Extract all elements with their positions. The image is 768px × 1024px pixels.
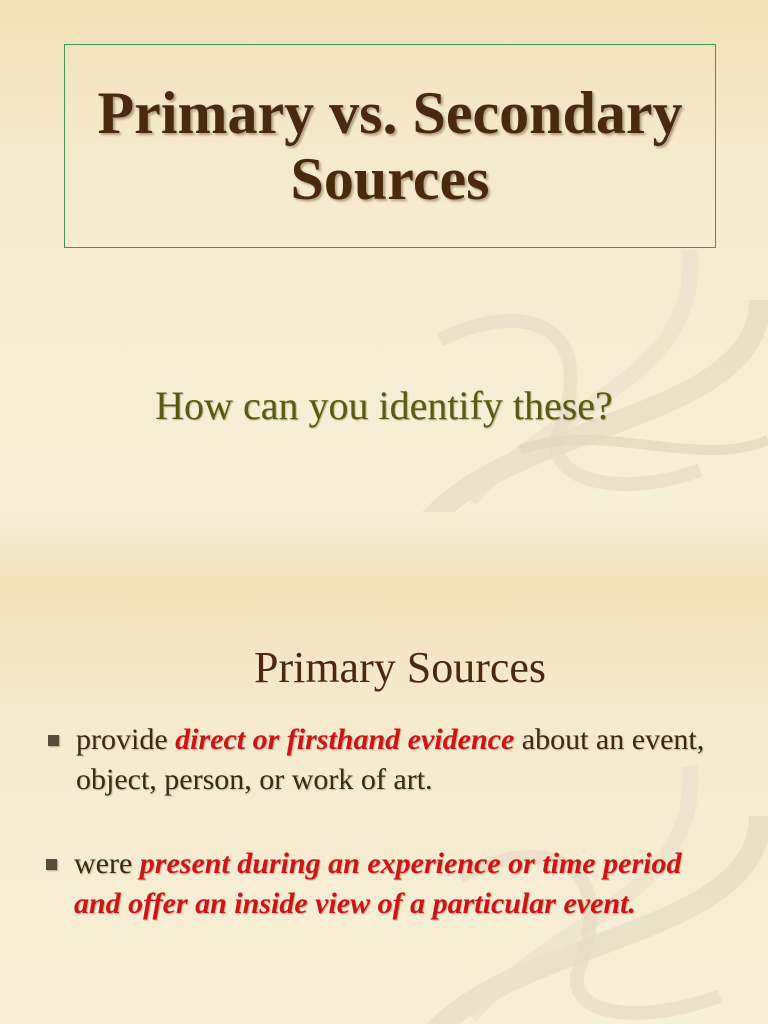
- title-box: [64, 44, 716, 248]
- slide-title: Primary vs. Secondary Sources: [97, 80, 683, 212]
- slide-2: [0, 576, 768, 1024]
- slide-subtitle: How can you identify these?: [155, 383, 613, 428]
- slide-divider: [0, 512, 768, 576]
- square-bullet-icon: [46, 859, 57, 870]
- bullet-lead: were: [74, 847, 140, 880]
- bullet-emphasis: direct or firsthand evidence: [175, 723, 515, 756]
- bullet-item: [76, 720, 746, 800]
- square-bullet-icon: [48, 735, 59, 746]
- bullet-rest: about an event, object, person, or work of art.: [76, 723, 705, 796]
- bullet-lead: provide: [76, 723, 176, 756]
- bullet-item: [74, 844, 714, 924]
- slide-title: Primary Sources: [253, 643, 547, 692]
- bullet-emphasis: present during an experience or time period and offer an inside view of a particular event.: [74, 847, 682, 920]
